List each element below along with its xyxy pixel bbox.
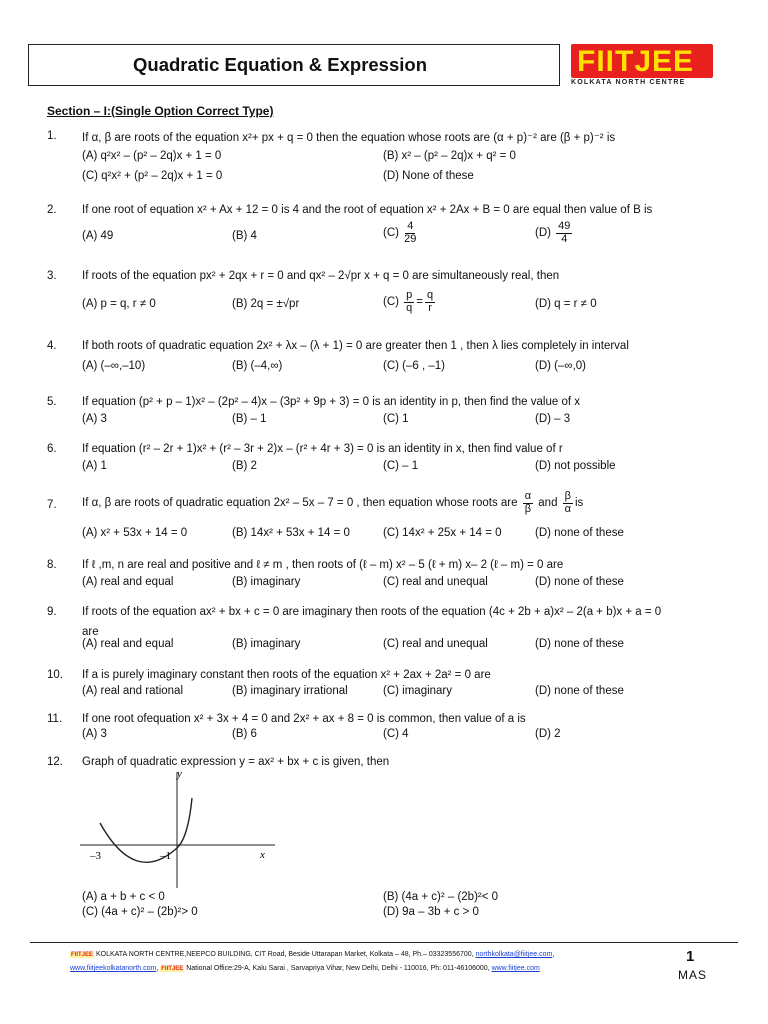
fraction	[404, 221, 416, 245]
option-c: (C) real and unequal	[383, 576, 488, 588]
option-label: (C)	[383, 296, 399, 309]
question-text: If one root of equation x² + Ax + 12 = 0 is 4 and the root of equation x² + 2Ax + B = 0 are equal then value of B is	[82, 204, 653, 216]
question-text: Graph of quadratic expression y = ax² + bx + c is given, then	[82, 756, 390, 768]
parabola-curve	[100, 798, 192, 862]
question-text: If α, β are roots of quadratic equation 2x² – 5x – 7 = 0 , then equation whose roots are	[82, 497, 518, 510]
option-d: (D) not possible	[535, 460, 616, 472]
fraction	[556, 221, 572, 245]
denominator: β	[524, 502, 532, 515]
option-c: (C) q²x² + (p² – 2q)x + 1 = 0	[82, 170, 223, 182]
numerator: p	[406, 289, 413, 301]
denominator: r	[428, 301, 432, 314]
question-text: If roots of the equation ax² + bx + c = 0 are imaginary then roots of the equation (4c + 2b + a)x² – 2(a + b)x + a = 0	[82, 606, 662, 618]
question-text: If α, β are roots of the equation x²+ px + q = 0 then the equation whose roots are (α + p)⁻² are (β + p)⁻² is	[82, 132, 616, 144]
option-b: (B) 6	[232, 728, 257, 740]
option-d: (D) 9a – 3b + c > 0	[383, 906, 479, 918]
denominator: α	[564, 502, 572, 515]
option-b: (B) 4	[232, 230, 257, 242]
option-b: (B) – 1	[232, 413, 267, 425]
option-c: (C) (–6 , –1)	[383, 360, 445, 372]
footer-comma: ,	[552, 951, 555, 958]
footer-address: KOLKATA NORTH CENTRE,NEEPCO BUILDING, CIT Road, Beside Uttarapan Market, Kolkata – 48, Ph.– 03323556700,	[94, 951, 476, 958]
fraction	[404, 290, 414, 314]
option-d: (D) q = r ≠ 0	[535, 298, 597, 310]
question-number: 3.	[47, 270, 57, 282]
option-b: (B) 2q = ±√pr	[232, 298, 300, 310]
option-label: (D)	[535, 227, 551, 240]
option-label: (C)	[383, 227, 399, 240]
question-text: If roots of the equation px² + 2qx + r = 0 and qx² – 2√pr x + q = 0 are simultaneously real, then	[82, 270, 560, 282]
question-number: 8.	[47, 559, 57, 571]
question-number: 5.	[47, 396, 57, 408]
denominator: 4	[561, 232, 568, 245]
logo-word-box	[571, 44, 713, 78]
option-d: (D) none of these	[535, 576, 624, 588]
numerator: α	[524, 490, 532, 502]
option-b: (B) imaginary irrational	[232, 685, 348, 697]
option-b: (B) x² – (p² – 2q)x + q² = 0	[383, 150, 516, 162]
option-d: (D) None of these	[383, 170, 474, 182]
option-c: (C) – 1	[383, 460, 419, 472]
option-a: (A) real and rational	[82, 685, 183, 697]
page-title: Quadratic Equation & Expression	[133, 54, 428, 75]
option-c: (C) real and unequal	[383, 638, 488, 650]
option-b: (B) 2	[232, 460, 257, 472]
option-a: (A) 3	[82, 728, 107, 740]
logo-subtext: KOLKATA NORTH CENTRE	[571, 79, 686, 86]
option-d: (D) none of these	[535, 638, 624, 650]
numerator: 4	[407, 220, 414, 232]
option-b: (B) imaginary	[232, 638, 301, 650]
option-d: (D) 2	[535, 728, 561, 740]
option-a: (A) 1	[82, 460, 107, 472]
footer-line-1	[70, 951, 554, 958]
option-d: (D) none of these	[535, 527, 624, 539]
and-text: and	[538, 497, 558, 510]
logo-word: FIITJEE	[577, 45, 695, 78]
question-text: If one root ofequation x² + 3x + 4 = 0 and 2x² + ax + 8 = 0 is common, then value of a is	[82, 713, 526, 725]
option-d: (D) (–∞,0)	[535, 360, 587, 372]
numerator: 49	[558, 220, 571, 232]
option-c	[383, 221, 418, 245]
option-d	[535, 221, 574, 245]
option-a: (A) x² + 53x + 14 = 0	[82, 527, 188, 539]
option-b: (B) (4a + c)² – (2b)²< 0	[383, 891, 499, 903]
denominator: q	[406, 301, 413, 314]
question-number: 12.	[47, 756, 63, 768]
footer-website-link[interactable]: www.fiitjeekolkatanorth.com	[70, 965, 157, 972]
option-a: (A) 3	[82, 413, 107, 425]
question-number: 9.	[47, 606, 57, 618]
option-c: (C) imaginary	[383, 685, 453, 697]
fraction	[523, 491, 533, 515]
fraction	[425, 290, 435, 314]
option-a: (A) real and equal	[82, 638, 174, 650]
root-label-minus-3: –3	[90, 850, 101, 862]
question-number: 1.	[47, 130, 57, 142]
option-c: (C) 1	[383, 413, 409, 425]
option-c: (C) 14x² + 25x + 14 = 0	[383, 527, 502, 539]
question-text-line	[82, 491, 583, 515]
parabola-graph	[80, 768, 280, 888]
section-title: Section – I:(Single Option Correct Type)	[47, 104, 274, 118]
question-number: 11.	[47, 713, 63, 725]
y-axis-label: y	[177, 768, 182, 780]
question-text: If ℓ ,m, n are real and positive and ℓ ≠ m , then roots of (ℓ – m) x² – 5 (ℓ + m) x– 2 (ℓ – m) = 0 are	[82, 559, 564, 571]
option-a: (A) p = q, r ≠ 0	[82, 298, 156, 310]
footer-fiitjee-link[interactable]: www.fiitjee.com	[491, 965, 540, 972]
x-axis-label: x	[260, 849, 265, 861]
option-a: (A) 49	[82, 230, 114, 242]
footer-email-link[interactable]: northkolkata@fiitjee.com	[475, 951, 553, 958]
option-d: (D) none of these	[535, 685, 624, 697]
option-b: (B) (–4,∞)	[232, 360, 283, 372]
option-b: (B) 14x² + 53x + 14 = 0	[232, 527, 350, 539]
footer-tag: FIITJEE	[71, 952, 94, 958]
option-a: (A) q²x² – (p² – 2q)x + 1 = 0	[82, 150, 222, 162]
question-number: 2.	[47, 204, 57, 216]
question-text: If equation (r² – 2r + 1)x² + (r² – 3r + 2)x – (r² + 4r + 3) = 0 is an identity in x, then find value of r	[82, 443, 563, 455]
numerator: q	[427, 289, 434, 301]
footer-rule	[30, 942, 738, 943]
option-d: (D) – 3	[535, 413, 571, 425]
option-a: (A) (–∞,–10)	[82, 360, 146, 372]
question-number: 10.	[47, 669, 63, 681]
question-text: If equation (p² + p – 1)x² – (2p² – 4)x – (3p² + 9p + 3) = 0 is an identity in p, then find the value of x	[82, 396, 580, 408]
question-number: 4.	[47, 340, 57, 352]
question-text: If both roots of quadratic equation 2x² + λx – (λ + 1) = 0 are greater then 1 , then λ lies completely in interval	[82, 340, 629, 352]
root-label-minus-1: –1	[160, 850, 171, 862]
denominator: 29	[404, 232, 417, 245]
footer-line-2: www.fiitjeekolkatanorth.com, FIITJEE National Office:29-A, Kalu Sarai , Sarvapriya Vihar, New Delhi, Delhi - 110016, Ph: 011-46106000, www.fiitjee.com	[70, 965, 540, 972]
option-a: (A) real and equal	[82, 576, 174, 588]
document-code: MAS	[678, 968, 708, 982]
option-c: (C) (4a + c)² – (2b)²> 0	[82, 906, 198, 918]
option-b: (B) imaginary	[232, 576, 301, 588]
numerator: β	[564, 490, 571, 502]
question-number: 7.	[47, 499, 57, 511]
question-text: If a is purely imaginary constant then roots of the equation x² + 2ax + 2a² = 0 are	[82, 669, 491, 681]
fiitjee-logo	[571, 44, 713, 90]
title-box	[28, 44, 560, 86]
footer-national-office: National Office:29-A, Kalu Sarai , Sarvapriya Vihar, New Delhi, Delhi - 110016, Ph: 011-46106000,	[184, 965, 492, 972]
page-number: 1	[686, 948, 695, 965]
footer-tag: FIITJEE	[161, 966, 184, 972]
is-text: is	[575, 497, 584, 510]
question-number: 6.	[47, 443, 57, 455]
question-text-cont: are	[82, 626, 99, 638]
fraction	[563, 491, 573, 515]
option-c: (C) $\frac{p}{q}$ = $\frac{q}{r}$	[383, 289, 434, 314]
option-c: (C) 4	[383, 728, 409, 740]
option-a: (A) a + b + c < 0	[82, 891, 165, 903]
